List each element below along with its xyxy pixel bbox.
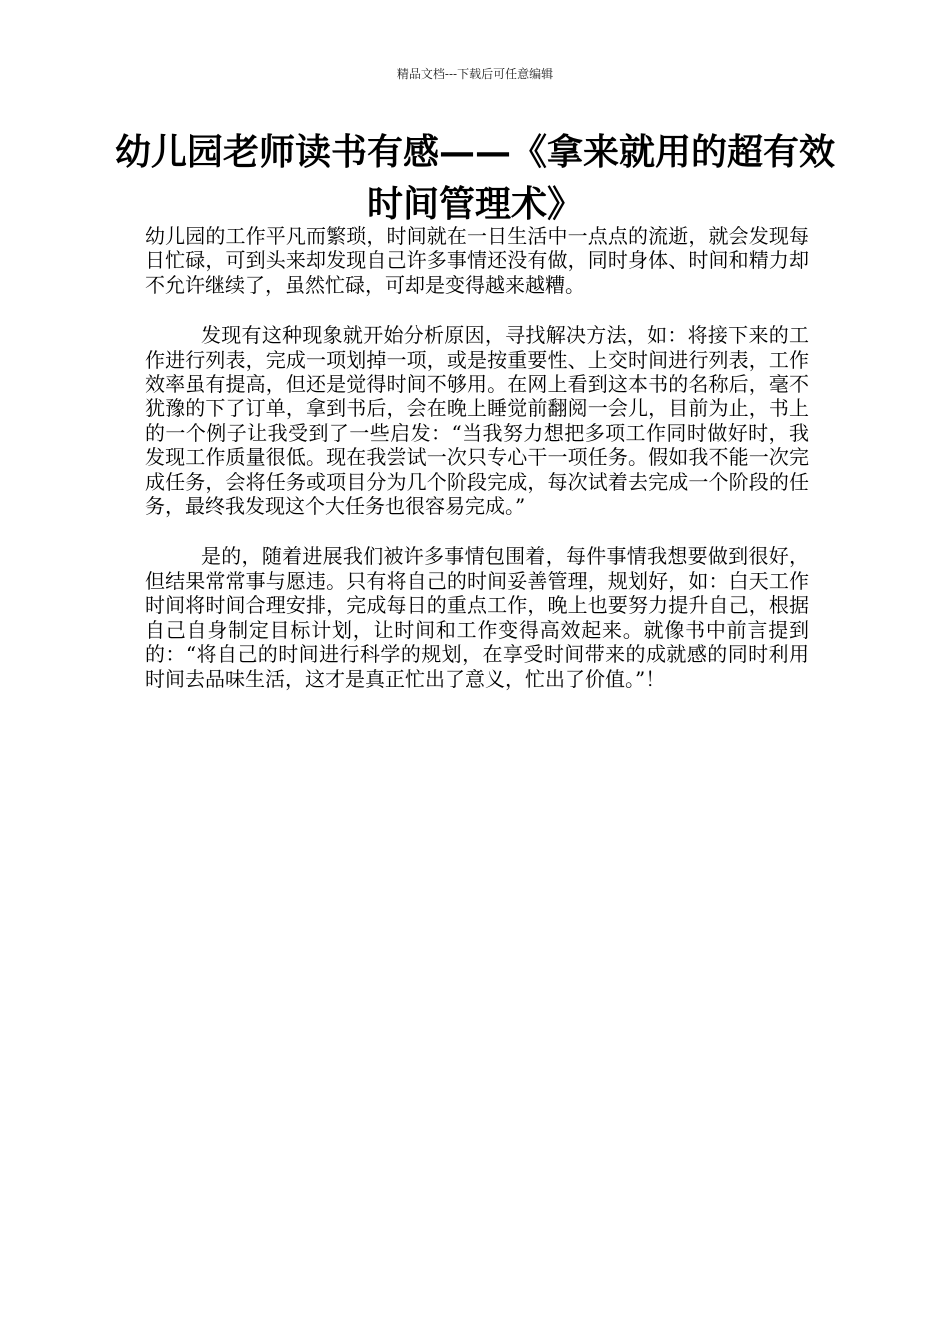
- paragraph-1: 幼儿园的工作平凡而繁琐，时间就在一日生活中一点点的流逝，就会发现每日忙碌，可到头来却发现自己许多事情还没有做，同时身体、时间和精力却不允许继续了，虽然忙碌，可却是变得越来越糟。: [145, 224, 809, 297]
- document-title: 幼儿园老师读书有感——《拿来就用的超有效时间管理术》: [114, 131, 835, 225]
- document-body: [145, 224, 809, 717]
- paragraph-2: 发现有这种现象就开始分析原因，寻找解决方法，如：将接下来的工作进行列表，完成一项划掉一项，或是按重要性、上交时间进行列表，工作效率虽有提高，但还是觉得时间不够用。在网上看到这本书的名称后，毫不犹豫的下了订单，拿到书后，会在晚上睡觉前翻阅一会儿，目前为止，书上的一个例子让我受到了一些启发：“当我努力想把多项工作同时做好时，我发现工作质量很低。现在我尝试一次只专心干一项任务。假如我不能一次完成任务，会将任务或项目分为几个阶段完成，每次试着去完成一个阶段的任务，最终我发现这个大任务也很容易完成。”: [145, 323, 809, 519]
- header-note: 精品文档---下载后可任意编辑: [396, 67, 554, 81]
- paragraph-3: 是的，随着进展我们被许多事情包围着，每件事情我想要做到很好，但结果常常事与愿违。只有将自己的时间妥善管理，规划好，如：白天工作时间将时间合理安排，完成每日的重点工作，晚上也要努力提升自己，根据自己自身制定目标计划，让时间和工作变得高效起来。就像书中前言提到的：“将自己的时间进行科学的规划，在享受时间带来的成就感的同时利用时间去品味生活，这才是真正忙出了意义，忙出了价值。”！: [145, 544, 809, 691]
